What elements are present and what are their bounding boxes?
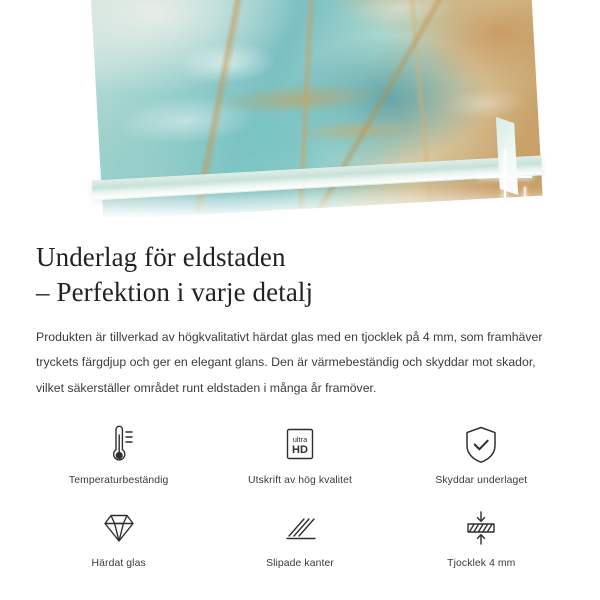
feature-label: Skyddar underlaget <box>435 474 528 486</box>
polished-edges-icon <box>278 506 322 550</box>
diamond-icon <box>97 506 141 550</box>
feature-item-temperature <box>28 419 209 492</box>
hero-bottom-fade <box>0 188 600 222</box>
hero-image-inner <box>0 0 600 222</box>
feature-item-protection <box>391 419 572 492</box>
feature-item-tempered-glass <box>28 502 209 575</box>
feature-label: Härdat glas <box>91 557 146 569</box>
product-description: Produkten är tillverkad av högkvalitativt härdat glas med en tjocklek på 4 mm, som framhäver tryckets färgdjup och ger en elegant glans. Den är värmebeständig och skyddar mot skador, vilket säkerställer området runt eldstaden i många år framöver. <box>36 330 543 395</box>
svg-text:ultra: ultra <box>292 434 308 444</box>
content-block <box>0 222 600 401</box>
shield-check-icon <box>460 423 502 467</box>
ultra-hd-icon <box>278 423 322 467</box>
svg-text:HD: HD <box>292 443 308 456</box>
thickness-4mm-icon <box>459 506 503 550</box>
feature-label: Temperaturbeständig <box>68 474 169 486</box>
thermometer-icon <box>99 423 139 467</box>
feature-label: Utskrift av hög kvalitet <box>247 474 353 486</box>
feature-label: Tjocklek 4 mm <box>447 557 516 569</box>
page-title-line-1: Underlag för eldstaden <box>36 242 286 272</box>
feature-label: Slipade kanter <box>266 557 334 569</box>
feature-item-thickness <box>391 502 572 575</box>
page-title-line-2: – Perfektion i varje detalj <box>36 276 314 307</box>
feature-grid <box>0 419 600 575</box>
page-title <box>36 240 564 309</box>
feature-item-print-quality <box>209 419 390 492</box>
hero-image <box>0 0 600 222</box>
feature-item-polished-edges <box>209 502 390 575</box>
